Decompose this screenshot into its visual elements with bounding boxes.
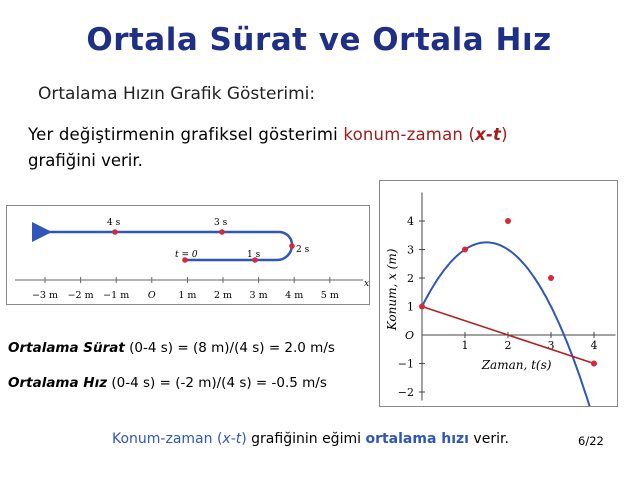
position-curve bbox=[422, 242, 605, 406]
axis-x-label: x bbox=[364, 279, 369, 289]
number-line-tick-label: 3 m bbox=[249, 290, 268, 301]
number-line-tick-label: 1 m bbox=[178, 290, 197, 301]
y-tick-label: 2 bbox=[407, 272, 414, 285]
data-point bbox=[548, 275, 554, 281]
intro-text: Yer değiştirmenin grafiksel gösterimi bbox=[28, 125, 344, 144]
slide-subtitle: Ortalama Hızın Grafik Gösterimi: bbox=[38, 84, 316, 104]
x-tick-label: 2 bbox=[504, 339, 512, 352]
average-velocity-label: Ortalama Hız bbox=[8, 375, 108, 391]
y-tick-label: 1 bbox=[407, 300, 414, 314]
y-tick-label: 3 bbox=[407, 243, 414, 257]
x-tick-label: 1 bbox=[461, 339, 469, 352]
bottom-text-1: Konum-zaman ( bbox=[112, 431, 223, 447]
intro-line-1 bbox=[28, 125, 508, 144]
bottom-statement bbox=[112, 431, 509, 447]
intro-highlight: konum-zaman bbox=[343, 125, 464, 144]
origin-label: O bbox=[404, 329, 414, 342]
label-2s: 2 s bbox=[296, 245, 310, 255]
bottom-symbol: x-t bbox=[222, 431, 242, 447]
bottom-text-3: grafiğinin eğimi bbox=[246, 431, 366, 447]
point-4s bbox=[112, 229, 118, 235]
data-point bbox=[505, 218, 511, 224]
label-1s: 1 s bbox=[247, 250, 261, 260]
average-speed-equation bbox=[8, 340, 335, 356]
point-3s bbox=[219, 229, 225, 235]
y-tick-label: −2 bbox=[397, 386, 414, 399]
number-line-tick-label: −1 m bbox=[103, 290, 130, 301]
slide-title: Ortala Sürat ve Ortala Hız bbox=[86, 22, 552, 58]
y-tick-label: 4 bbox=[407, 215, 414, 228]
number-line-tick-label: −3 m bbox=[31, 290, 59, 301]
data-point bbox=[419, 304, 425, 310]
average-velocity-equation bbox=[8, 375, 327, 391]
data-point bbox=[591, 361, 597, 367]
intro-symbol: x-t bbox=[475, 125, 502, 144]
average-speed-text: (0-4 s) = (8 m)/(4 s) = 2.0 m/s bbox=[124, 340, 335, 356]
bottom-text-4: verir. bbox=[468, 431, 509, 447]
point-2s bbox=[289, 243, 295, 249]
number-line-figure bbox=[6, 205, 370, 305]
y-tick-label: −1 bbox=[397, 357, 414, 371]
page-number: 6/22 bbox=[578, 434, 604, 448]
data-point bbox=[462, 247, 468, 253]
number-line-tick-label: 5 m bbox=[320, 290, 339, 301]
y-axis-label: Konum, x (m) bbox=[385, 248, 399, 331]
intro-paren-close: ) bbox=[501, 125, 508, 144]
x-axis-label: Zaman, t(s) bbox=[481, 358, 552, 372]
intro-paren-open: ( bbox=[463, 125, 476, 144]
x-tick-label: 4 bbox=[590, 339, 598, 352]
position-time-chart bbox=[379, 180, 618, 407]
number-line-tick-label: 2 m bbox=[213, 290, 233, 301]
label-4s: 4 s bbox=[107, 218, 121, 228]
number-line-tick-label: −2 m bbox=[67, 290, 94, 301]
x-tick-label: 3 bbox=[547, 339, 555, 352]
label-t0: t = 0 bbox=[175, 250, 198, 260]
intro-line-2: grafiğini verir. bbox=[28, 151, 143, 170]
label-3s: 3 s bbox=[214, 218, 228, 228]
number-line-tick-label: O bbox=[147, 290, 156, 301]
average-velocity-text: (0-4 s) = (-2 m)/(4 s) = -0.5 m/s bbox=[107, 375, 327, 391]
bottom-bold: ortalama hızı bbox=[365, 431, 469, 447]
bottom-text-2: ) bbox=[241, 431, 247, 447]
average-speed-label: Ortalama Sürat bbox=[8, 340, 125, 356]
number-line-tick-label: 4 m bbox=[285, 290, 304, 301]
